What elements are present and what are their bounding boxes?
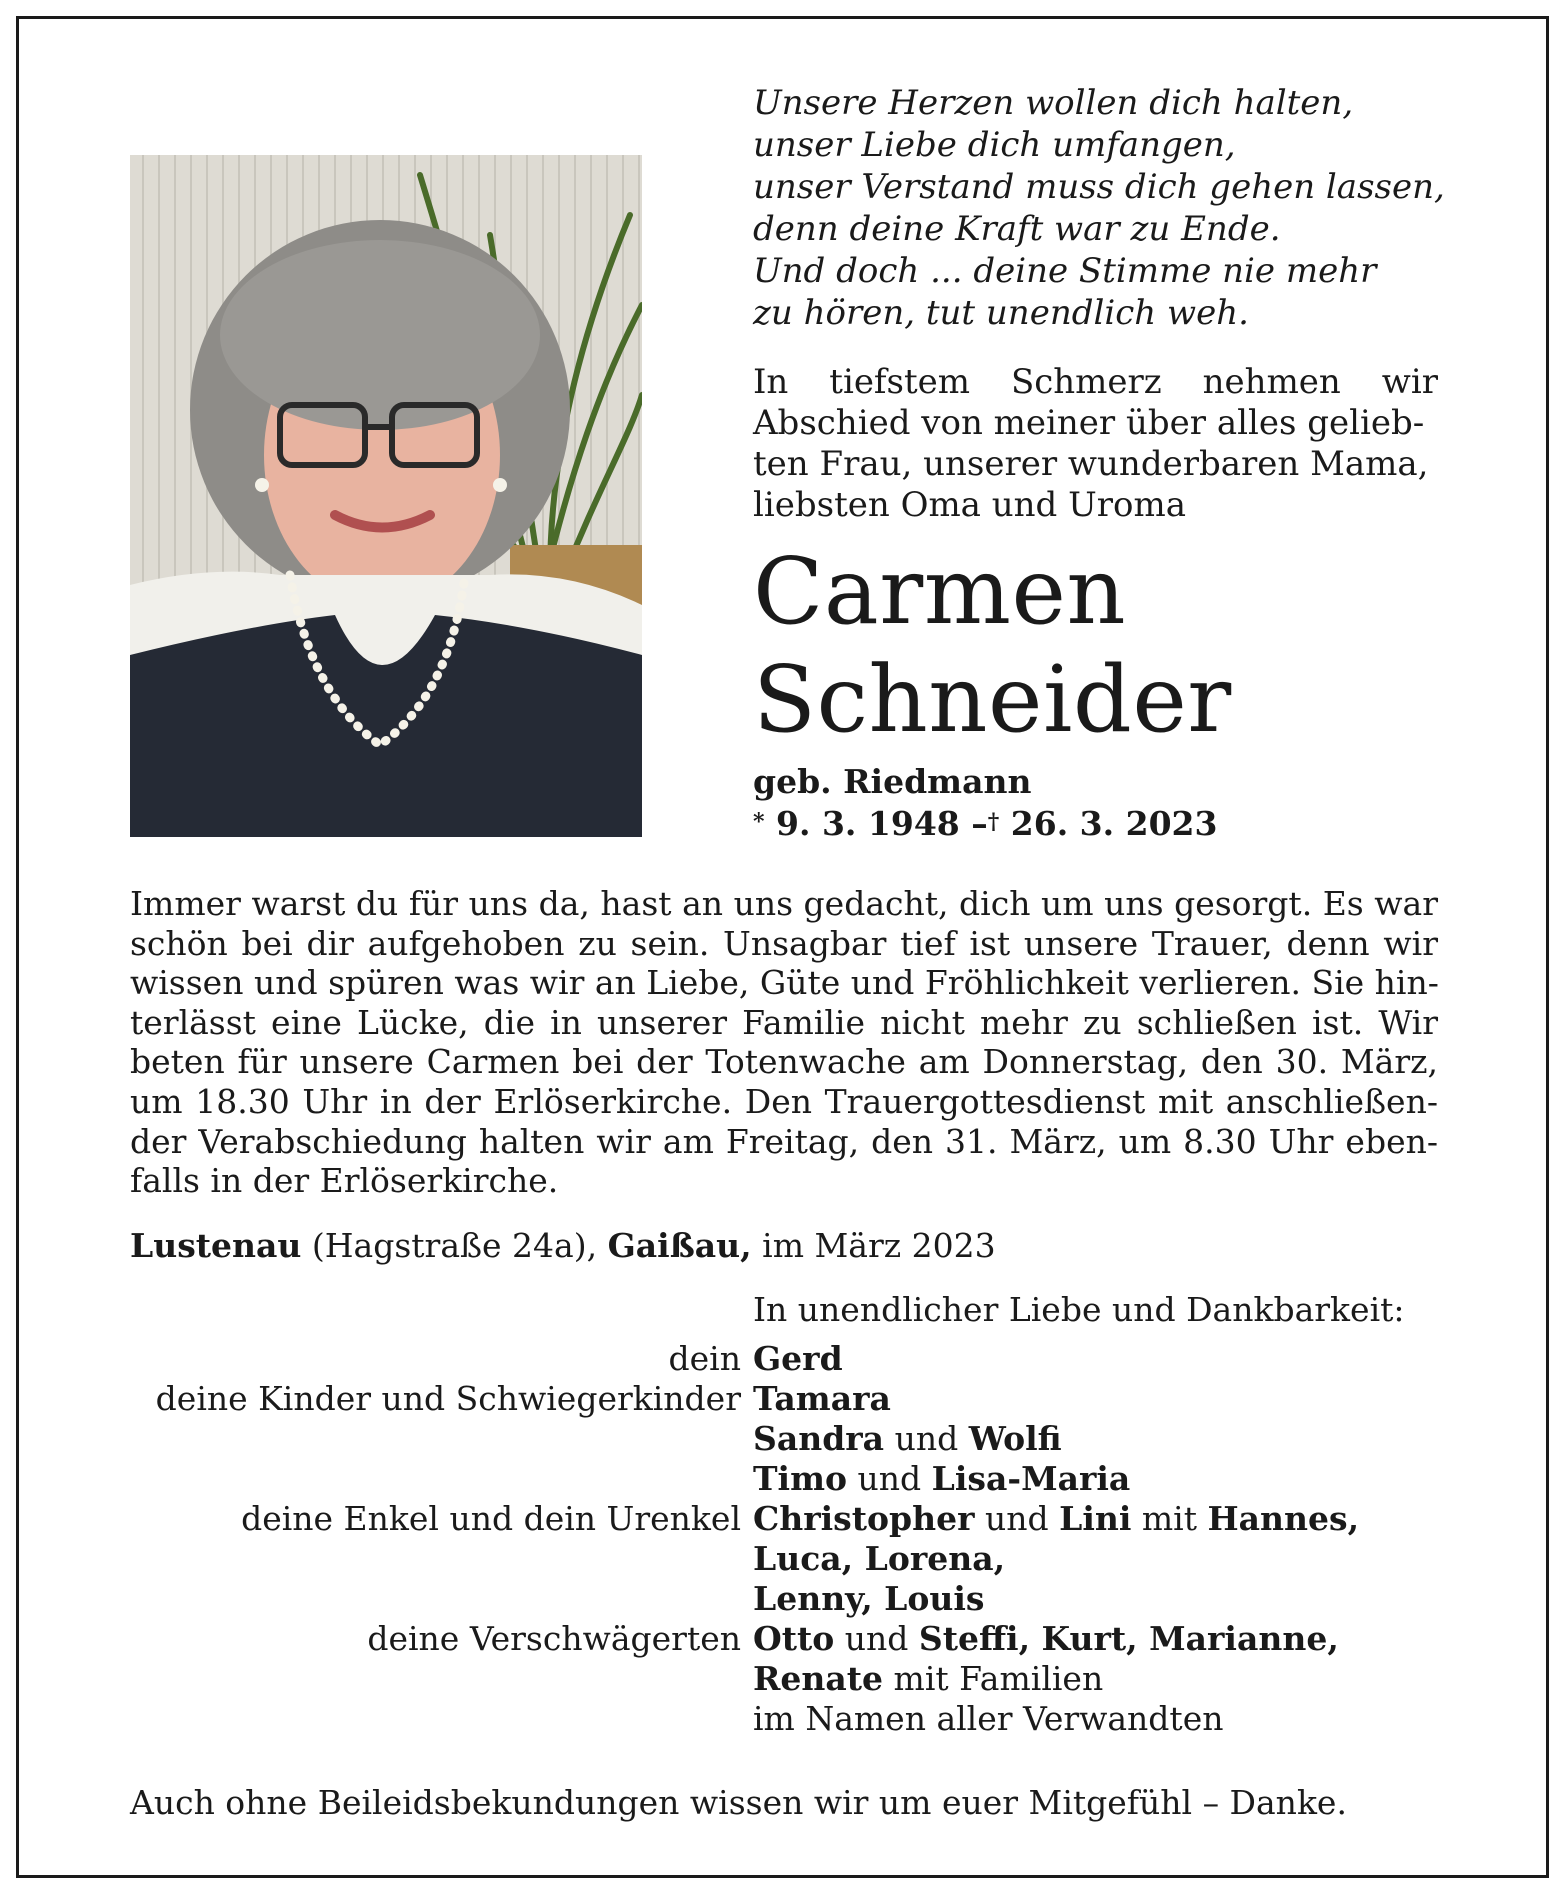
announcement-intro (753, 362, 1438, 526)
family-row (100, 1659, 1460, 1699)
body-line: Immer warst du für uns da, hast an uns gedacht, dich um uns gesorgt. Es war (130, 884, 1438, 923)
town-gaissau: Gaißau, (607, 1226, 752, 1265)
family-row (100, 1459, 1460, 1499)
intro-line: liebsten Oma und Uroma (753, 485, 1187, 525)
family-member: Lenny, Louis (753, 1579, 985, 1618)
place-date-line (130, 1226, 996, 1266)
family-row (100, 1539, 1460, 1579)
with-families: mit Familien (893, 1659, 1104, 1698)
body-line: beten für unsere Carmen bei der Totenwache am Donnerstag, den 30. März, (130, 1042, 1438, 1082)
deceased-name (753, 538, 1232, 754)
family-row (100, 1699, 1460, 1739)
body-line: schön bei dir aufgehoben zu sein. Unsagbar tief ist unsere Trauer, denn wir (130, 923, 1438, 963)
birth-date: 9. 3. 1948 (776, 804, 960, 843)
family-member: Lini (1059, 1499, 1132, 1538)
family-row (100, 1419, 1460, 1459)
family-row (100, 1339, 1460, 1379)
family-member: Timo (753, 1459, 848, 1498)
life-dates (753, 802, 1217, 846)
family-member: Lisa-Maria (931, 1459, 1131, 1498)
family-row (100, 1379, 1460, 1419)
conjunction: mit (1141, 1499, 1197, 1538)
last-name: Schneider (753, 646, 1232, 753)
family-member: Hannes, (1207, 1499, 1360, 1538)
body-line: der Verabschiedung halten wir am Freitag, den 31. März, um 8.30 Uhr eben- (130, 1121, 1438, 1161)
body-line: wissen und spüren was wir an Liebe, Güte und Fröhlichkeit verlieren. Sie hin- (130, 963, 1439, 1003)
thanks-line: In unendlicher Liebe und Dankbarkeit: (753, 1290, 1405, 1329)
notice-date: im März 2023 (762, 1226, 996, 1265)
family-member: Gerd (753, 1339, 843, 1378)
conjunction: und (844, 1619, 909, 1658)
family-label: dein (668, 1339, 741, 1378)
family-label: deine Enkel und dein Urenkel (241, 1499, 741, 1538)
body-text (130, 884, 1438, 1201)
first-name: Carmen (753, 538, 1127, 645)
portrait-photo (130, 155, 642, 837)
birth-symbol: * (753, 809, 765, 835)
family-member: Wolfi (968, 1419, 1062, 1458)
birth-name: geb. Riedmann (753, 762, 1032, 801)
family-row (100, 1499, 1460, 1539)
closing-line: Auch ohne Beileidsbekundungen wissen wir um euer Mitgefühl – Danke. (130, 1783, 1347, 1822)
family-member: Christopher (753, 1499, 975, 1538)
conjunction: und (894, 1419, 959, 1458)
conjunction: und (984, 1499, 1049, 1538)
family-member: Sandra (753, 1419, 885, 1458)
date-separator: – (971, 804, 988, 843)
intro-line: ten Frau, unserer wunderbaren Mama, (753, 444, 1429, 484)
family-member: Luca, Lorena, (753, 1539, 1006, 1578)
family-member: Renate (753, 1659, 884, 1698)
relatives-note: im Namen aller Verwandten (753, 1699, 1224, 1738)
body-line: terlässt eine Lücke, die in unserer Familie nicht mehr zu schließen ist. Wir (130, 1002, 1438, 1042)
intro-line: In tiefstem Schmerz nehmen wir (753, 362, 1438, 402)
family-member: Tamara (753, 1379, 891, 1418)
family-row (100, 1619, 1460, 1659)
body-line: falls in der Erlöserkirche. (130, 1161, 559, 1201)
intro-line: Abschied von meiner über alles gelieb- (753, 403, 1425, 443)
town-lustenau: Lustenau (130, 1226, 302, 1265)
portrait-image (130, 155, 642, 837)
family-list (100, 1339, 1460, 1739)
family-member: Steffi, Kurt, Marianne, (918, 1619, 1339, 1658)
family-row (100, 1579, 1460, 1619)
family-label: deine Kinder und Schwiegerkinder (155, 1379, 741, 1418)
body-line: um 18.30 Uhr in der Erlöserkirche. Den Trauergottesdienst mit anschließen- (130, 1081, 1438, 1121)
conjunction: und (857, 1459, 922, 1498)
family-label: deine Verschwägerten (367, 1619, 741, 1658)
family-member: Otto (753, 1619, 835, 1658)
poem: Unsere Herzen wollen dich halten, unser Liebe dich umfangen, unser Verstand muss dich gehen lassen, denn deine Kraft war zu Ende. Und doch ... deine Stimme nie mehr zu hören, tut unendlich weh. (753, 83, 1445, 333)
death-symbol: † (987, 809, 1000, 835)
death-date: 26. 3. 2023 (1010, 804, 1218, 843)
address: (Hagstraße 24a), (311, 1226, 598, 1265)
